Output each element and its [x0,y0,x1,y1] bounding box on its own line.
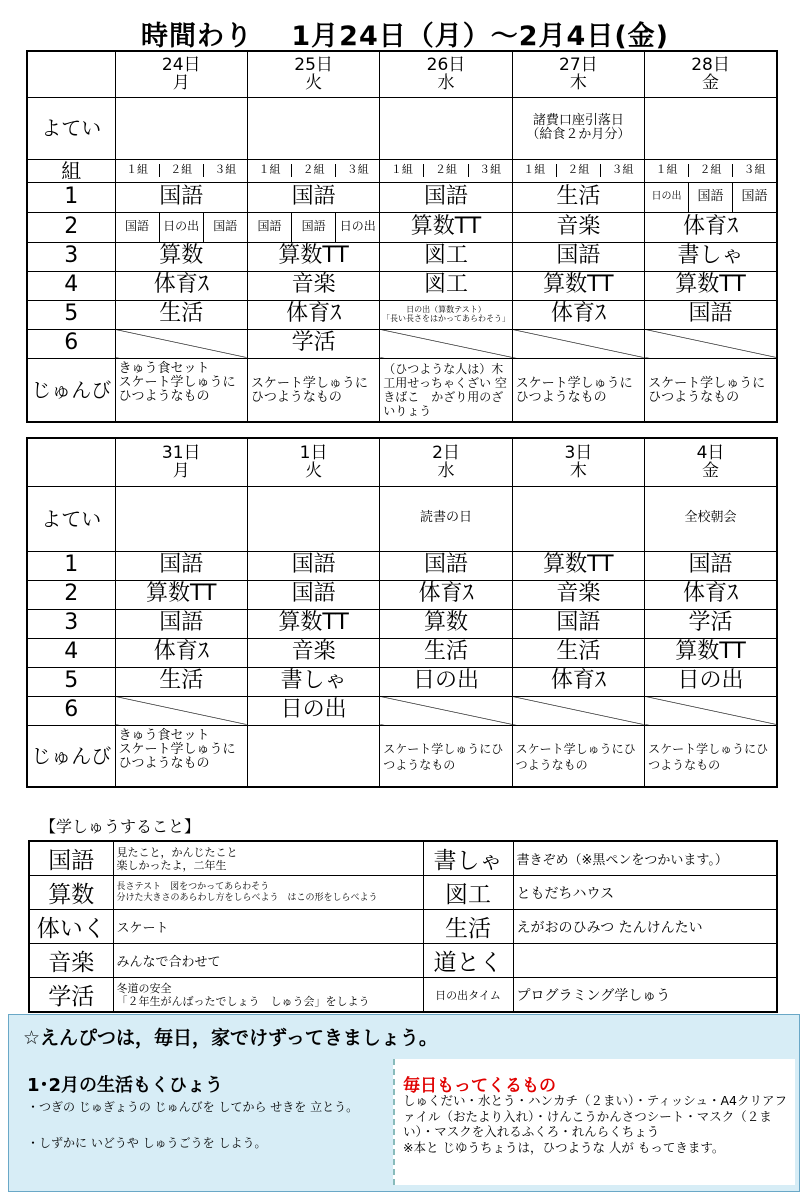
period-row [27,609,777,638]
subject-cell: 算数TT [380,212,512,242]
junbi-label: じゅんび [27,358,115,422]
junbi-cell: きゅう食セット スケート学しゅうに ひつようなもの [115,358,247,422]
class-label: １組 [390,163,413,177]
subject-cell: 体育ｽ [115,638,247,667]
subject-cell: 書しゃ [247,667,379,696]
goal-panel [15,1059,393,1185]
study-subject: 日の出タイム [423,978,513,1013]
day-header-row [27,438,777,486]
empty-slash-cell [645,696,777,725]
subject-cell: 国語 [247,551,379,580]
junbi-cell: スケート学しゅうにひつようなもの [512,725,644,787]
class-label: ２組 [291,164,335,176]
kumi-label: 組 [27,159,115,182]
subject-cell: 算数TT [247,609,379,638]
study-content: みんなで合わせて [113,944,423,978]
study-subject: 国語 [29,841,113,876]
subject-cell: 図工 [380,242,512,271]
subject-cell: 書しゃ [645,242,777,271]
yotei-cell [512,486,644,551]
yotei-cell: 全校朝会 [645,486,777,551]
subject-cell: 算数TT [645,271,777,300]
subject-cell: 音楽 [512,580,644,609]
junbi-cell: （ひつような人は）木工用せっちゃくざい 空きばこ かざり用のざいりょう [380,358,512,422]
subject-cell: 国語 [115,609,247,638]
yotei-cell [247,486,379,551]
study-content: プログラミング学しゅう [513,978,777,1013]
day-header: 27日 木 [512,51,644,97]
subject-cell: 体育ｽ [645,212,777,242]
subject-cell: 算数 [380,609,512,638]
study-subject: 学活 [29,978,113,1013]
subject-cell: 国語 [380,551,512,580]
subject-cell: 日の出 [380,667,512,696]
empty-slash-cell [512,329,644,358]
yotei-cell [645,97,777,159]
subject-cell: 体育ｽ [247,300,379,329]
day-header: 25日 火 [247,51,379,97]
junbi-row [27,725,777,787]
subject-cell: 日の出（算数テスト） 「長い長さをはかってあらわそう」 [380,300,512,329]
class-label: １組 [126,163,149,177]
subject-cell: 音楽 [247,271,379,300]
period-number: 5 [27,667,115,696]
period-number: 4 [27,271,115,300]
study-subject: 音楽 [29,944,113,978]
subject-cell: 日の出 [651,191,682,202]
empty-slash-cell [115,696,247,725]
period-row [27,696,777,725]
subject-cell: 国語 [257,219,282,234]
subject-cell: 日の出 [335,213,379,242]
class-label: ３組 [600,164,644,176]
subject-cell: 国語 [380,182,512,212]
subject-cell: 体育ｽ [512,667,644,696]
junbi-row [27,358,777,422]
junbi-cell [247,725,379,787]
day-header: 3日 木 [512,438,644,486]
yotei-label: よてい [27,97,115,159]
yotei-label: よてい [27,486,115,551]
study-row [29,944,777,978]
study-row [29,910,777,944]
junbi-cell: スケート学しゅうに ひつようなもの [247,358,379,422]
study-row [29,978,777,1013]
class-label: ２組 [556,164,600,176]
junbi-label: じゅんび [27,725,115,787]
subject-cell: 国語 [291,213,335,242]
subject-cell: 国語 [115,551,247,580]
subject-cell: 国語 [247,580,379,609]
period-row [27,242,777,271]
class-label: １組 [258,163,281,177]
items-panel [393,1059,795,1185]
period-row [27,182,777,212]
junbi-cell: スケート学しゅうにひつようなもの [645,725,777,787]
subject-cell: 音楽 [512,212,644,242]
items-title: 毎日もってくるもの [403,1076,556,1096]
period-number: 6 [27,696,115,725]
class-label: １組 [523,163,546,177]
goal-title: 1･2月の生活もくひょう [27,1075,224,1096]
period-number: 3 [27,609,115,638]
class-label: ３組 [203,164,247,176]
subject-cell: 図工 [380,271,512,300]
subject-cell: 国語 [247,182,379,212]
class-label: ３組 [732,164,776,176]
period-row [27,580,777,609]
subject-cell: 生活 [115,300,247,329]
subject-cell: 算数TT [645,638,777,667]
junbi-cell: スケート学しゅうに ひつようなもの [645,358,777,422]
junbi-cell: きゅう食セット スケート学しゅうに ひつようなもの [115,725,247,787]
subject-cell: 算数TT [115,580,247,609]
subject-cell: 音楽 [247,638,379,667]
study-row [29,876,777,910]
subject-cell: 生活 [512,638,644,667]
empty-slash-cell [380,329,512,358]
empty-slash-cell [645,329,777,358]
day-header: 4日 金 [645,438,777,486]
kumi-row [27,159,777,182]
study-subject: 体いく [29,910,113,944]
subject-cell: 国語 [115,182,247,212]
day-header: 31日 月 [115,438,247,486]
study-content: 書きぞめ（※黒ペンをつかいます。） [513,841,777,876]
period-row [27,300,777,329]
study-subject: 生活 [423,910,513,944]
study-content: ともだちハウス [513,876,777,910]
yotei-cell [115,486,247,551]
period-number: 6 [27,329,115,358]
study-content: スケート [113,910,423,944]
yotei-cell [380,97,512,159]
period-number: 4 [27,638,115,667]
class-label: ２組 [423,164,467,176]
subject-cell: 学活 [247,329,379,358]
subject-cell: 国語 [203,213,247,242]
timetable-week2 [26,437,778,788]
period-row [27,271,777,300]
day-header: 1日 火 [247,438,379,486]
empty-slash-cell [380,696,512,725]
subject-cell: 算数 [115,242,247,271]
yotei-cell: 読書の日 [380,486,512,551]
goal-line: ・しずかに いどうや しゅうごうを しよう。 [27,1136,267,1150]
items-text: しゅくだい・水とう・ハンカチ（２まい）・ティッシュ・A4クリアファイル（おたより入れ）・けんこうかんさつシート・マスク（２まい）・マスクを入れるふくろ・れんらくちょう ※本と じゆうちょうは，ひつような 人が もってきます。 [403,1093,788,1155]
subject-cell: 日の出 [645,667,777,696]
study-subject: 図工 [423,876,513,910]
subject-cell: 算数TT [512,271,644,300]
yotei-row [27,486,777,551]
yotei-cell [247,97,379,159]
subject-cell: 生活 [115,667,247,696]
page-title: 時間わり 1月24日（月）～2月4日(金) [140,21,669,52]
subject-cell: 国語 [645,300,777,329]
day-header: 26日 水 [380,51,512,97]
subject-cell: 日の出 [159,213,203,242]
class-label: ２組 [688,164,732,176]
subject-cell: 生活 [380,638,512,667]
period-row [27,638,777,667]
study-heading: 【学しゅうすること】 [40,817,201,836]
yotei-row [27,97,777,159]
period-row [27,667,777,696]
subject-cell: 国語 [512,609,644,638]
study-subject: 算数 [29,876,113,910]
subject-cell: 体育ｽ [380,580,512,609]
goal-line: ・つぎの じゅぎょうの じゅんびを してから せきを 立とう。 [27,1100,359,1114]
period-number: 2 [27,212,115,242]
study-row [29,841,777,876]
study-table [28,840,778,1013]
corner-cell [27,51,115,97]
subject-cell: 体育ｽ [115,271,247,300]
class-label: ３組 [468,164,512,176]
period-number: 1 [27,551,115,580]
timetable-week1 [26,50,778,423]
class-label: ３組 [335,164,379,176]
study-subject: 道とく [423,944,513,978]
subject-cell: 生活 [512,182,644,212]
class-label: ２組 [159,164,203,176]
subject-cell: 体育ｽ [645,580,777,609]
study-subject: 書しゃ [423,841,513,876]
yotei-cell [115,97,247,159]
study-content [513,944,777,978]
study-content: えがおのひみつ たんけんたい [513,910,777,944]
yotei-cell: 諸費口座引落日 （給食２か月分） [512,97,644,159]
subject-cell: 算数TT [247,242,379,271]
period-number: 3 [27,242,115,271]
subject-cell: 算数TT [512,551,644,580]
study-content: 冬道の安全 「２年生がんばったでしょう しゅう会」をしよう [113,978,423,1013]
day-header-row [27,51,777,97]
subject-cell: 国語 [512,242,644,271]
corner-cell [27,438,115,486]
day-header: 2日 水 [380,438,512,486]
study-content: 長さテスト 図をつかってあらわそう 分けた大きさのあらわし方をしらべよう はこの形をしらべよう [113,876,423,910]
period-row [27,212,777,242]
subject-cell: 国語 [688,183,732,212]
empty-slash-cell [115,329,247,358]
period-row [27,551,777,580]
period-number: 1 [27,182,115,212]
subject-cell: 国語 [732,183,776,212]
period-number: 2 [27,580,115,609]
junbi-cell: スケート学しゅうにひつようなもの [380,725,512,787]
subject-cell: 学活 [645,609,777,638]
notice-box [8,1014,800,1192]
slogan: ☆えんぴつは，毎日，家でけずってきましょう。 [23,1027,438,1049]
day-header: 24日 月 [115,51,247,97]
subject-cell: 体育ｽ [512,300,644,329]
empty-slash-cell [512,696,644,725]
period-row [27,329,777,358]
period-number: 5 [27,300,115,329]
study-content: 見たこと，かんじたこと 楽しかったよ，二年生 [113,841,423,876]
subject-cell: 日の出 [247,696,379,725]
subject-cell: 国語 [125,219,150,234]
day-header: 28日 金 [645,51,777,97]
subject-cell: 国語 [645,551,777,580]
junbi-cell: スケート学しゅうに ひつようなもの [512,358,644,422]
class-label: １組 [655,163,678,177]
